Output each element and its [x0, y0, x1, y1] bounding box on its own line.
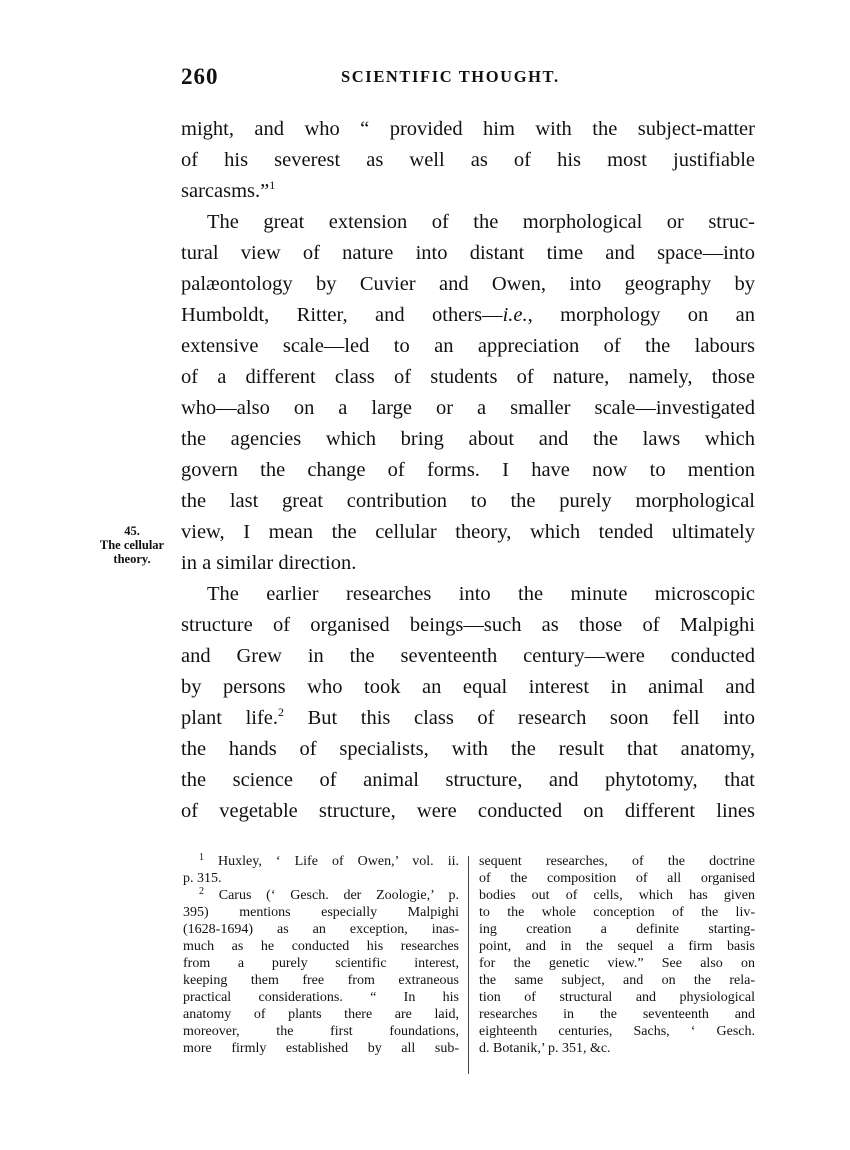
text-line: govern the change of forms. I have now to mention — [181, 459, 755, 481]
footnote-line: much as he conducted his researches — [183, 939, 459, 954]
footnote-line: of the composition of all organised — [479, 871, 755, 886]
text-line: by persons who took an equal interest in animal and — [181, 676, 755, 698]
footnote-column-divider — [468, 856, 469, 1074]
footnote-line: to the whole conception of the liv- — [479, 905, 755, 920]
footnote-line: bodies out of cells, which has given — [479, 888, 755, 903]
footnote-line: tion of structural and physiological — [479, 990, 755, 1005]
marginal-note-number: 45. — [124, 524, 140, 538]
text-span: Huxley, ‘ Life of Owen,’ vol. ii. — [218, 854, 459, 869]
footnote-line: 395) mentions especially Malpighi — [183, 905, 459, 920]
footnote-line — [183, 853, 459, 870]
footnote-line: p. 315. — [183, 871, 222, 886]
footnote-line: from a purely scientific interest, — [183, 956, 459, 971]
text-line — [181, 703, 755, 734]
text-span: Carus (‘ Gesch. der Zoologie,’ p. — [218, 888, 459, 903]
footnote-line: researches in the seventeenth and — [479, 1007, 755, 1022]
footnote-line: moreover, the first foundations, — [183, 1024, 459, 1039]
text-line: of a different class of students of nature, namely, those — [181, 366, 755, 388]
text-line: the science of animal structure, and phytotomy, that — [181, 769, 755, 791]
footnote-ref: 1 — [269, 178, 276, 192]
footnote-line: more firmly established by all sub- — [183, 1041, 459, 1056]
footnote-line: for the genetic view.” See also on — [479, 956, 755, 971]
text-line: in a similar direction. — [181, 552, 357, 574]
text-line: the agencies which bring about and the laws which — [181, 428, 755, 450]
text-line: structure of organised beings—such as those of Malpighi — [181, 614, 755, 636]
text-line: palæontology by Cuvier and Owen, into geography by — [181, 273, 755, 295]
text-line: the hands of specialists, with the result that anatomy, — [181, 738, 755, 760]
marginal-note-line: The cellular — [99, 538, 165, 552]
footnote-line: ing creation a definite starting- — [479, 922, 755, 937]
footnote-line — [183, 887, 459, 904]
text-span: , morphology on an — [527, 304, 755, 326]
footnote-ref: 2 — [278, 705, 285, 719]
text-line: and Grew in the seventeenth century—were conducted — [181, 645, 755, 667]
footnote-line: point, and in the sequel a firm basis — [479, 939, 755, 954]
footnote-line: practical considerations. “ In his — [183, 990, 459, 1005]
footnote-line: anatomy of plants there are laid, — [183, 1007, 459, 1022]
text-line: might, and who “ provided him with the subject-matter — [181, 118, 755, 140]
text-line: extensive scale—led to an appreciation of the labours — [181, 335, 755, 357]
text-line: of vegetable structure, were conducted on different lines — [181, 800, 755, 822]
text-line: The earlier researches into the minute microscopic — [207, 583, 755, 605]
footnote-line: (1628-1694) as an exception, inas- — [183, 922, 459, 937]
running-title: SCIENTIFIC THOUGHT. — [341, 67, 560, 86]
footnotes-right-column — [479, 853, 755, 1057]
footnote-marker: 2 — [199, 886, 204, 897]
text-line: of his severest as well as of his most justifiable — [181, 149, 755, 171]
marginal-note — [84, 524, 180, 566]
text-span: But this class of research soon fell into — [284, 707, 755, 729]
footnote-marker: 1 — [199, 852, 204, 863]
footnote-line: eighteenth centuries, Sachs, ‘ Gesch. — [479, 1024, 755, 1039]
footnote-line: sequent researches, of the doctrine — [479, 854, 755, 869]
footnote-line: d. Botanik,’ p. 351, &c. — [479, 1041, 611, 1056]
text-line: The great extension of the morphological or struc- — [207, 211, 755, 233]
text-line: tural view of nature into distant time and space—into — [181, 242, 755, 264]
text-line — [181, 300, 755, 331]
footnote-line: keeping them free from extraneous — [183, 973, 459, 988]
page-number: 260 — [181, 64, 219, 89]
italic-abbrev: i.e. — [502, 304, 528, 326]
footnotes-left-column — [183, 853, 459, 1057]
body-text — [181, 114, 755, 827]
running-head — [181, 64, 755, 94]
footnote-line: the same subject, and on the rela- — [479, 973, 755, 988]
marginal-note-line: theory. — [113, 552, 151, 566]
text-line — [181, 176, 755, 207]
text-line: the last great contribution to the purely morphological — [181, 490, 755, 512]
text-line: who—also on a large or a smaller scale—investigated — [181, 397, 755, 419]
text-span: sarcasms.” — [181, 180, 270, 202]
text-line: view, I mean the cellular theory, which tended ultimately — [181, 521, 755, 543]
text-span: Humboldt, Ritter, and others— — [181, 304, 503, 326]
text-span: plant life. — [181, 707, 279, 729]
